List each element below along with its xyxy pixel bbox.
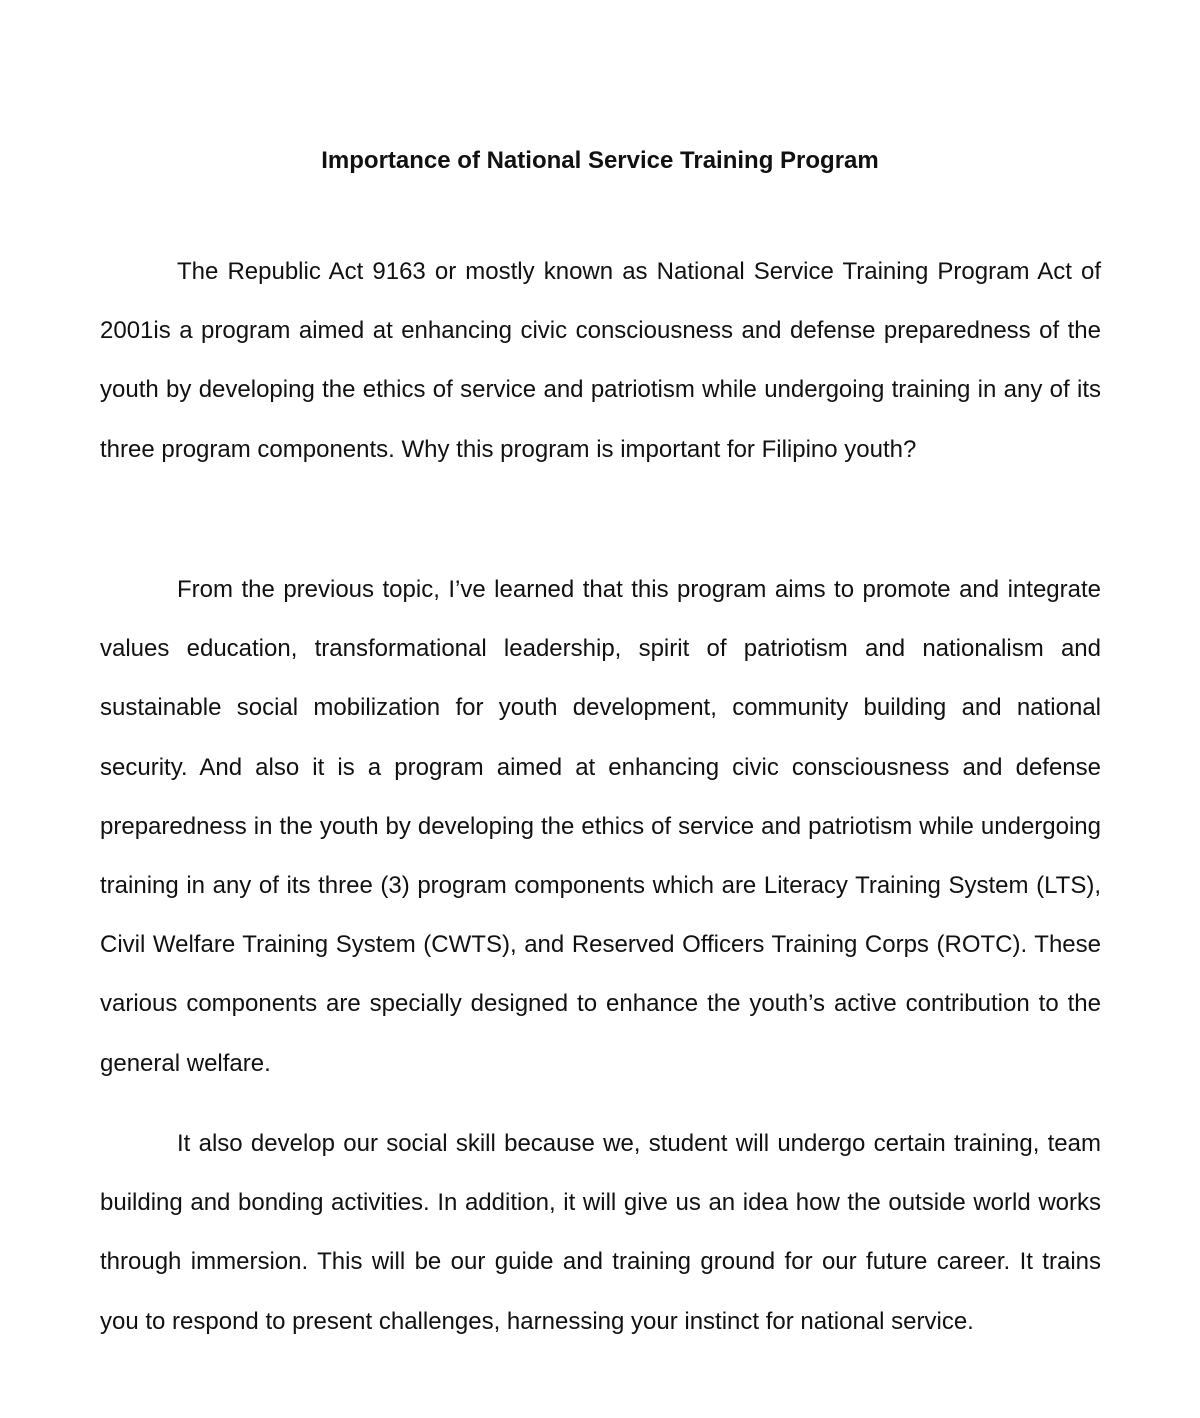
paragraph-social-skills: It also develop our social skill because we, student will undergo certain training, team building and bonding activities. In addition, it will give us an idea how the outside world works through immersion. This will be our guide and training ground for our future career. It trains you to respond to present challenges, harnessing your instinct for national service. bbox=[100, 1130, 1101, 1335]
paragraph-intro: The Republic Act 9163 or mostly known as National Service Training Program Act of 2001is a program aimed at enhancing civic consciousness and defense preparedness of the youth by developing the ethics of service and patriotism while undergoing training in any of its three program components. Why this program is important for Filipino youth? bbox=[100, 258, 1101, 463]
document-title: Importance of National Service Training Program bbox=[321, 147, 879, 174]
paragraph-program-aims: From the previous topic, I’ve learned that this program aims to promote and integrate values education, transformational leadership, spirit of patriotism and nationalism and sustainable social mobilization for youth development, community building and national security. And also it is a program aimed at enhancing civic consciousness and defense preparedness in the youth by developing the ethics of service and patriotism while undergoing training in any of its three (3) program components which are Literacy Training System (LTS), Civil Welfare Training System (CWTS), and Reserved Officers Training Corps (ROTC). These various components are specially designed to enhance the youth’s active contribution to the general welfare. bbox=[100, 576, 1101, 1077]
